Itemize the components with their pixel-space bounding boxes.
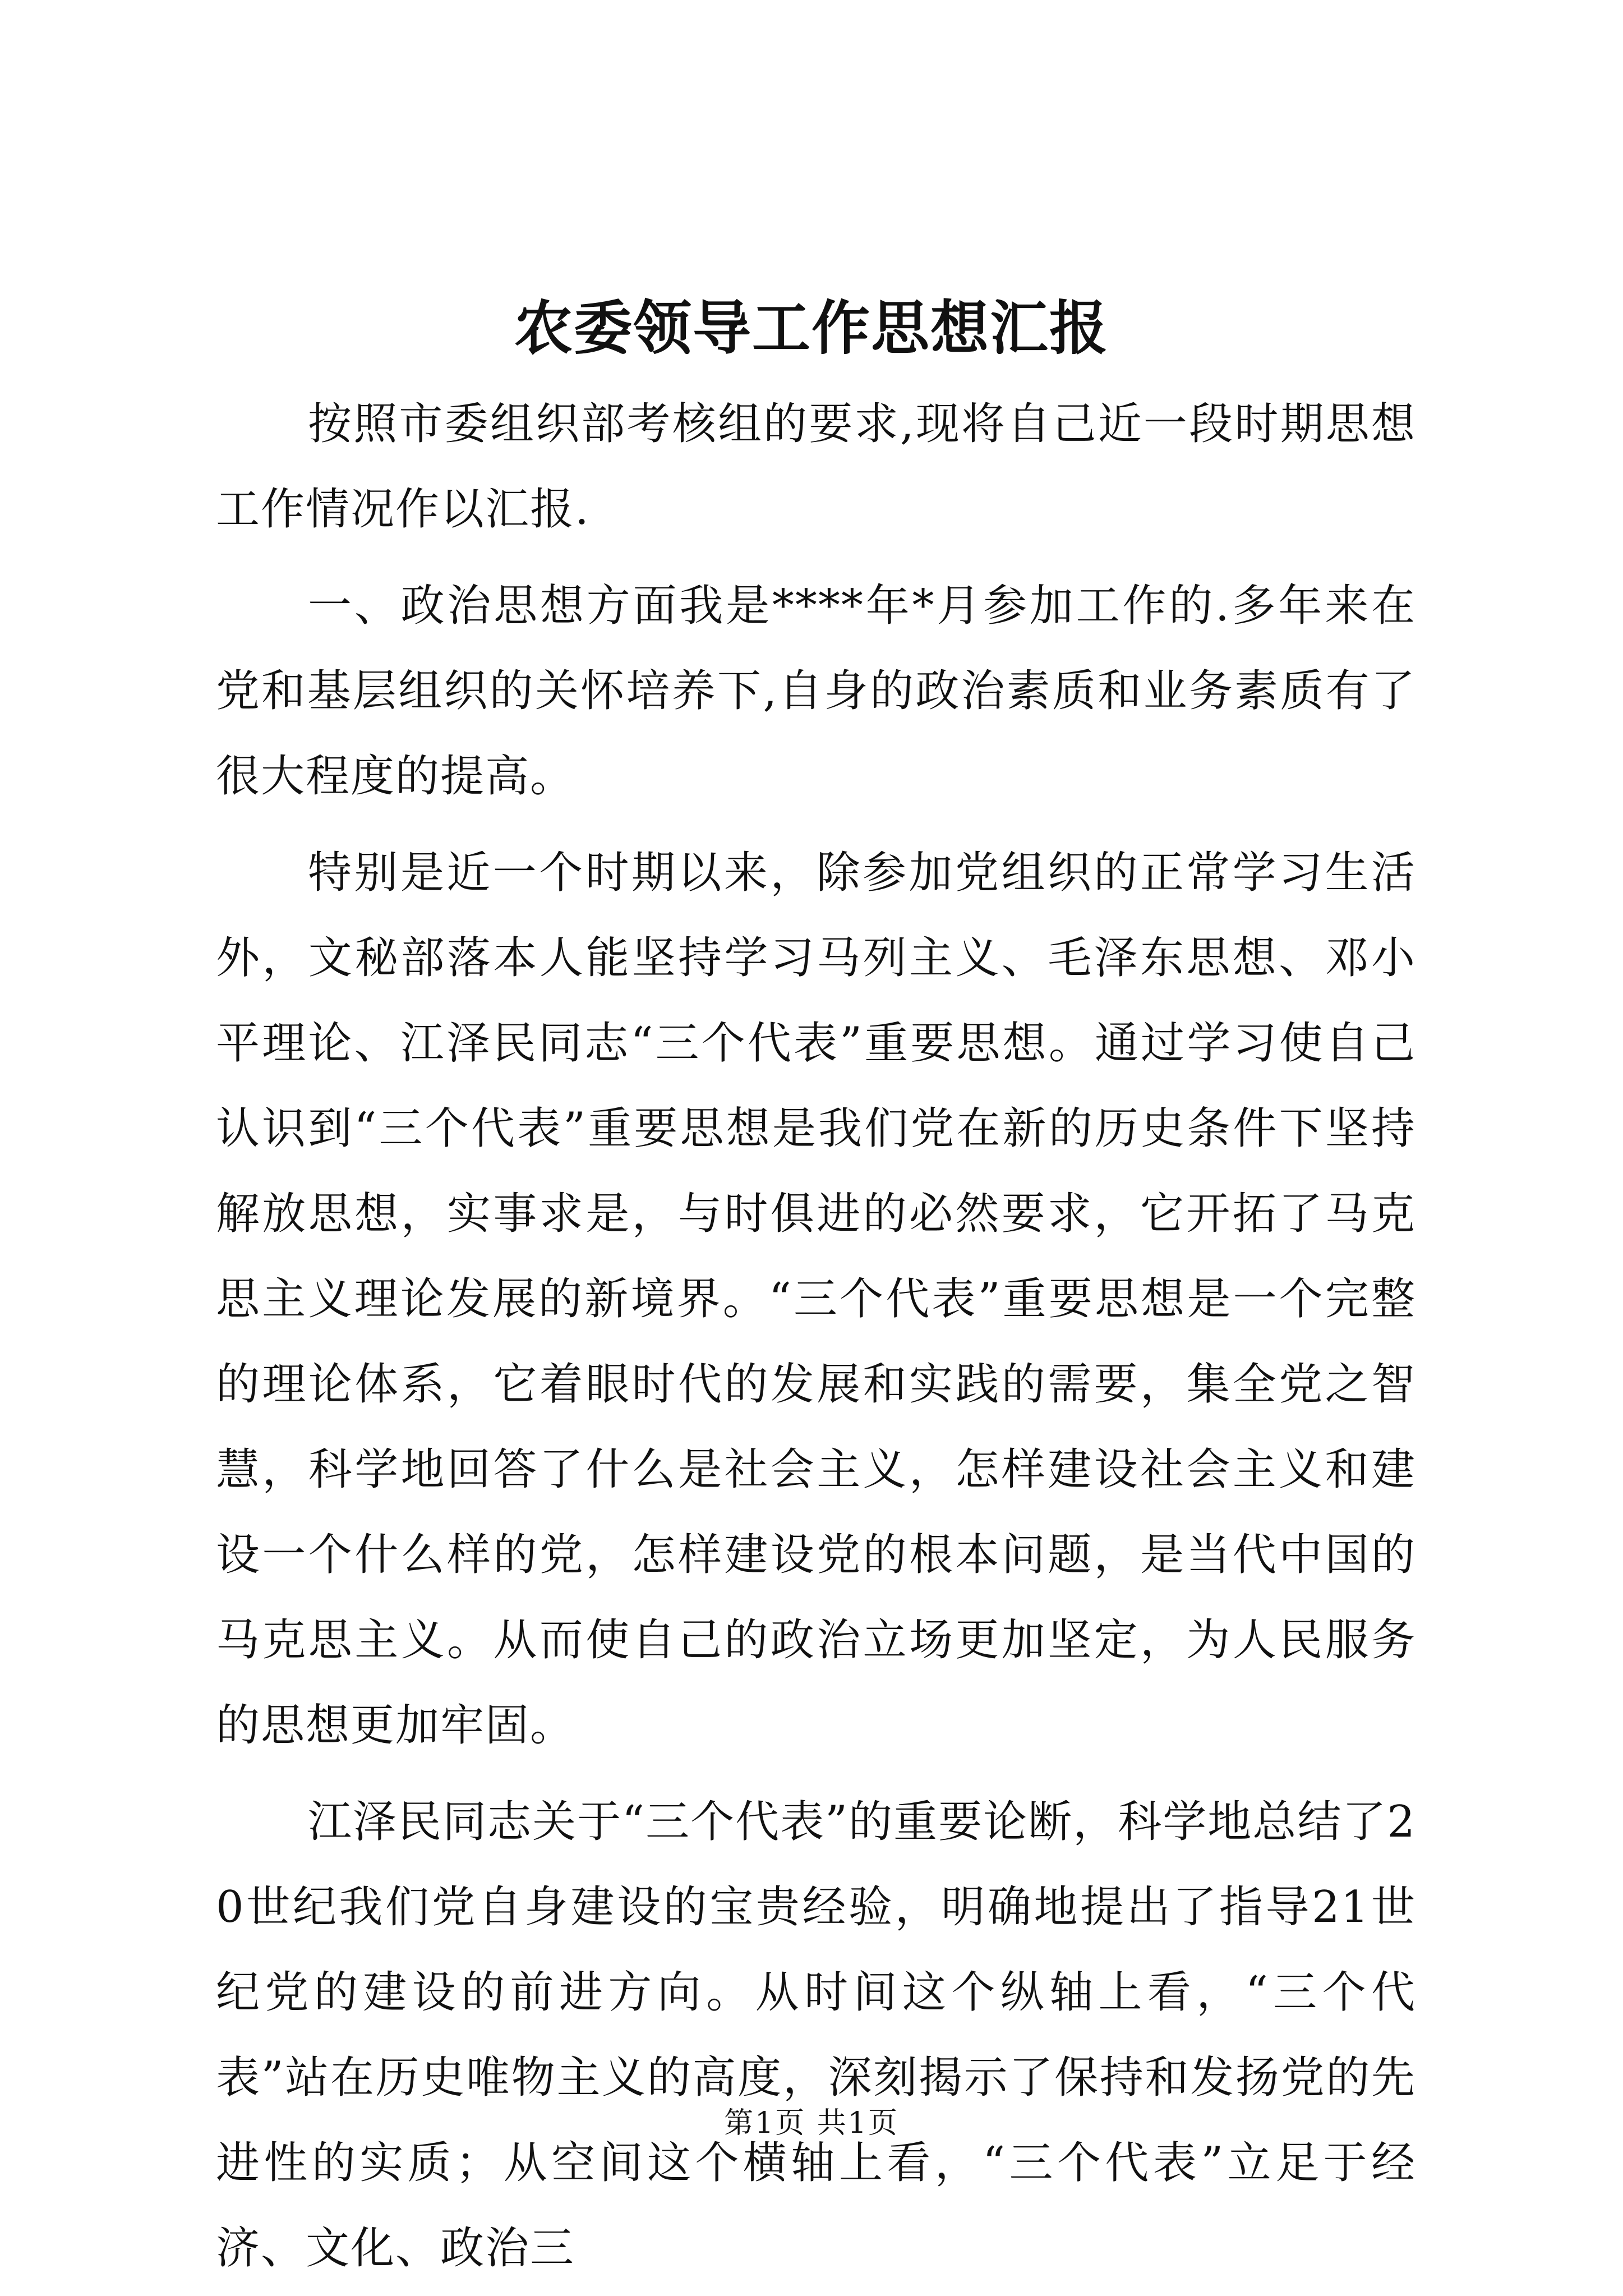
- paragraph-three-represents: 江泽民同志关于“三个代表”的重要论断，科学地总结了20世纪我们党自身建设的宝贵经验，明确地提出了指导21世纪党的建设的前进方向。从时间这个纵轴上看，“三个代表”站在历史唯物主义的高度，深刻揭示了保持和发扬党的先进性的实质；从空间这个横轴上看，“三个代表”立足于经济、文化、政治三: [216, 1797, 1416, 2274]
- paragraph-political-thought: 一、政治思想方面我是****年*月参加工作的.多年来在党和基层组织的关怀培养下,自身的政治素质和业务素质有了很大程度的提高。: [216, 581, 1416, 802]
- paragraph-study: 特别是近一个时期以来，除参加党组织的正常学习生活外，文秘部落本人能坚持学习马列主义、毛泽东思想、邓小平理论、江泽民同志“三个代表”重要思想。通过学习使自己认识到“三个代表”重要思想是我们党在新的历史条件下坚持解放思想，实事求是，与时俱进的必然要求，它开拓了马克思主义理论发展的新境界。“三个代表”重要思想是一个完整的理论体系，它着眼时代的发展和实践的需要，集全党之智慧，科学地回答了什么是社会主义，怎样建设社会主义和建设一个什么样的党，怎样建设党的根本问题，是当代中国的马克思主义。从而使自己的政治立场更加坚定，为人民服务的思想更加牢固。: [216, 848, 1416, 1751]
- document-title: 农委领导工作思想汇报: [514, 293, 1109, 362]
- page-footer: 第1页 共1页: [724, 2106, 899, 2140]
- document-body: [216, 381, 1416, 2291]
- paragraph-intro: 按照市委组织部考核组的要求,现将自己近一段时期思想工作情况作以汇报.: [216, 399, 1416, 535]
